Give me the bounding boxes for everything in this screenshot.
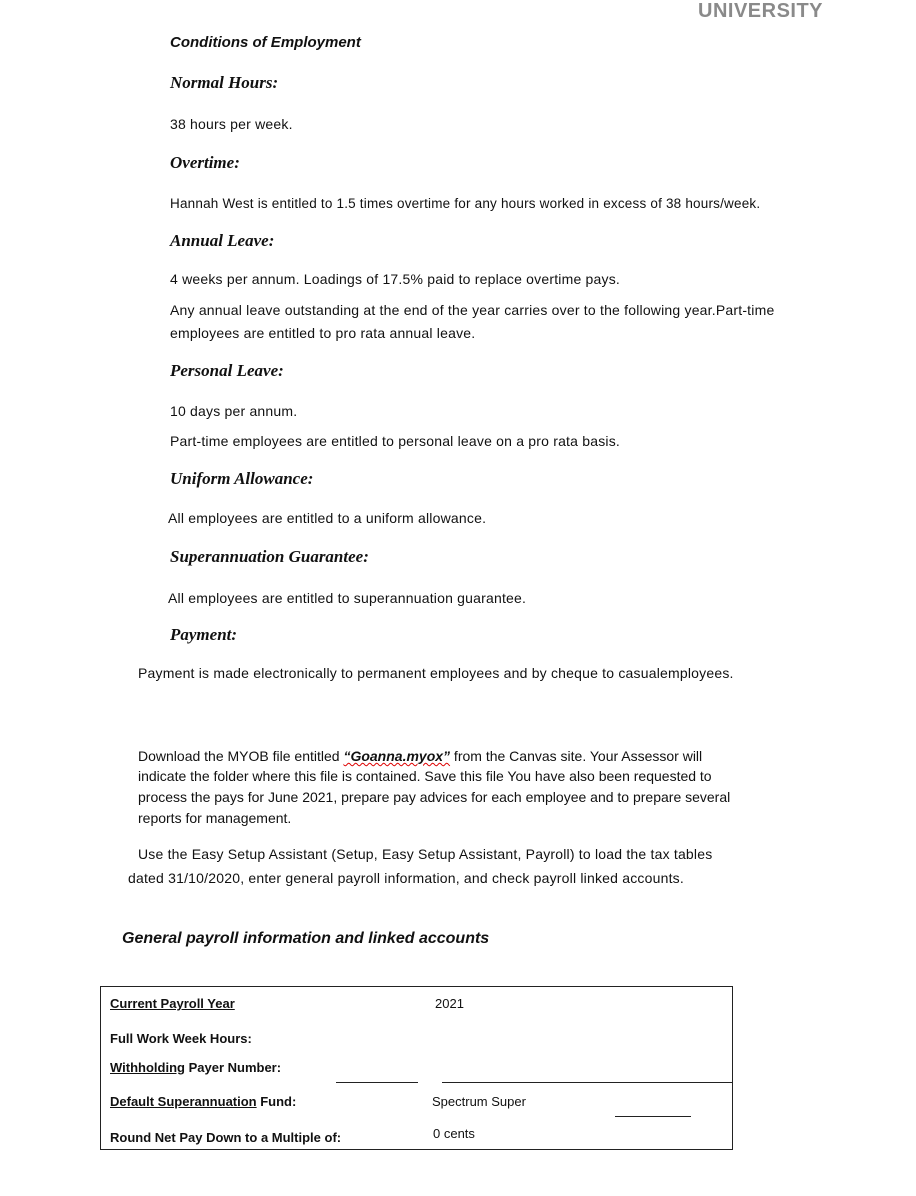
input-line[interactable] [336,1082,418,1083]
setup-line-1: Use the Easy Setup Assistant (Setup, Easy Setup Assistant, Payroll) to load the tax tables [138,846,713,862]
label-part: Default Superannuation [110,1094,257,1109]
withholding-payer-number-label [110,1058,281,1078]
label-part: Withholding [110,1060,185,1075]
file-name: “Goanna.myox” [343,748,451,764]
section-title: Conditions of Employment [170,34,361,51]
instructions-text: from the Canvas site. Your Assessor will [450,748,703,764]
heading-overtime: Overtime: [170,153,240,172]
label-part: Fund: [256,1094,297,1109]
annual-leave-text-2: Any annual leave outstanding at the end of the year carries over to the following year.Part-time [170,302,775,318]
heading-personal-leave: Personal Leave: [170,361,284,380]
instructions-line-1 [138,746,702,766]
instructions-text: Download the MYOB file entitled [138,748,344,764]
setup-line-2: dated 31/10/2020, enter general payroll information, and check payroll linked accounts. [128,870,684,886]
label-part: Payer Number: [184,1060,282,1075]
heading-normal-hours: Normal Hours: [170,73,279,92]
round-net-pay-label: Round Net Pay Down to a Multiple of: [110,1130,342,1145]
current-payroll-year-label: Current Payroll Year [110,996,235,1011]
normal-hours-text: 38 hours per week. [170,116,293,132]
default-super-fund-value: Spectrum Super [432,1094,526,1109]
default-super-fund-label [110,1092,296,1112]
instructions-line-3: process the pays for June 2021, prepare pay advices for each employee and to prepare several [138,789,731,805]
overtime-text: Hannah West is entitled to 1.5 times overtime for any hours worked in excess of 38 hours/week. [170,196,761,211]
current-payroll-year-value: 2021 [435,996,464,1011]
heading-annual-leave: Annual Leave: [170,231,275,250]
uniform-allowance-text: All employees are entitled to a uniform allowance. [168,510,487,526]
instructions-line-4: reports for management. [138,810,292,826]
table-border-left [100,986,101,1150]
table-border-top [100,986,733,987]
table-border-right [732,986,733,1150]
full-work-week-hours-label: Full Work Week Hours: [110,1031,252,1046]
superannuation-text: All employees are entitled to superannuation guarantee. [168,590,527,606]
input-line[interactable] [442,1082,732,1083]
payroll-section-title: General payroll information and linked accounts [122,930,490,947]
heading-superannuation: Superannuation Guarantee: [170,547,369,566]
annual-leave-text-1: 4 weeks per annum. Loadings of 17.5% paid to replace overtime pays. [170,271,620,287]
input-line[interactable] [615,1116,691,1117]
heading-payment: Payment: [170,625,238,644]
personal-leave-text-1: 10 days per annum. [170,403,298,419]
heading-uniform-allowance: Uniform Allowance: [170,469,314,488]
round-net-pay-value: 0 cents [433,1126,475,1141]
instructions-line-2: indicate the folder where this file is contained. Save this file You have also been requested to [138,768,712,784]
payment-text: Payment is made electronically to permanent employees and by cheque to casualemployees. [138,665,734,681]
personal-leave-text-2: Part-time employees are entitled to personal leave on a pro rata basis. [170,433,620,449]
table-border-bottom [100,1149,733,1150]
annual-leave-text-3: employees are entitled to pro rata annual leave. [170,325,476,341]
university-logo-text: UNIVERSITY [698,0,824,22]
